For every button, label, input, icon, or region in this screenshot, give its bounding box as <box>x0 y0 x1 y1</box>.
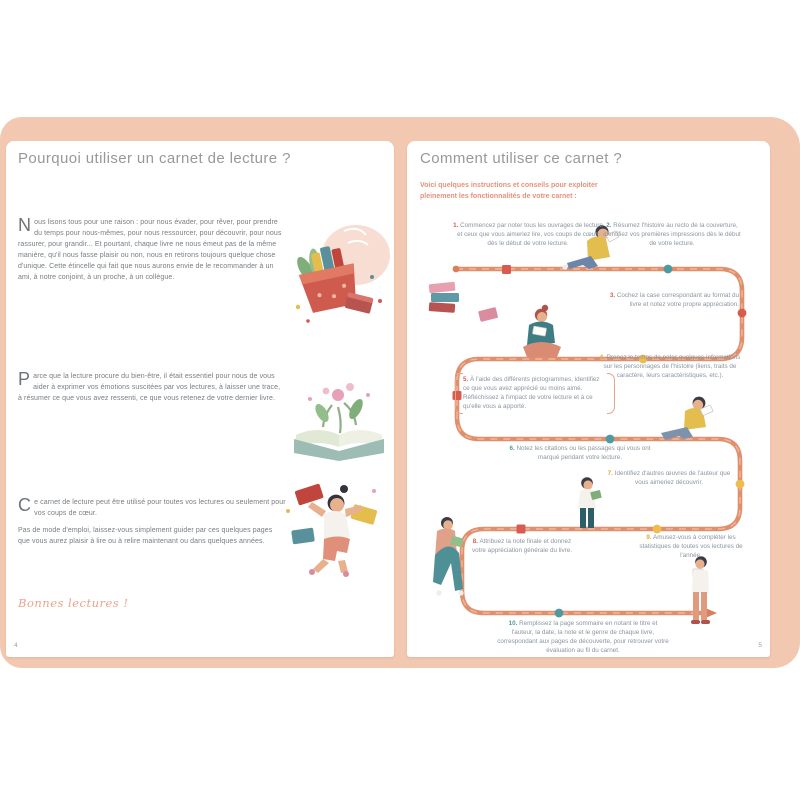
step-2-text: Résumez l'histoire au recto de la couverture, identifiez vos premières impressions dès le début de votre lecture. <box>603 222 741 248</box>
marker-step-8 <box>517 525 526 534</box>
paragraph-3-followup: Pas de mode d'emploi, laissez-vous simplement guider par ces quelques pages que vous aurez plaisir à lire ou à relire maintenant ou dans quelques années. <box>18 527 273 546</box>
reading-basket-illustration <box>284 217 394 332</box>
right-page-number: 5 <box>758 642 762 649</box>
path-start-dot <box>453 266 460 273</box>
right-page-subtitle: Voici quelques instructions et conseils pour exploiter pleinement les fonctionnalités de votre carnet : <box>420 182 598 200</box>
step-4-number: 4. <box>599 354 605 361</box>
left-page-title: Pourquoi utiliser un carnet de lecture ? <box>18 150 291 167</box>
left-paragraph-1 <box>18 217 282 283</box>
step-1 <box>452 221 604 248</box>
step-7 <box>603 469 735 487</box>
step-6-text: Notez les citations ou les passages qui vous ont marqué pendant votre lecture. <box>516 445 651 462</box>
step-9-number: 9. <box>646 534 652 541</box>
step-2 <box>603 221 741 248</box>
step-8-text: Attribuez la note finale et donnez votre appréciation générale du livre. <box>471 538 573 555</box>
step-5-number: 5. <box>463 376 469 383</box>
paragraph-2-text: arce que la lecture procure du bien-être, il était essentiel pour nous de vous aider à exprimer vos émotions suscitées par vos lectures, à laisser une trace, à résumer ce que vous avez ressenti, ce que vous retenez de votre dernier livre. <box>18 373 281 403</box>
step-6 <box>499 444 661 462</box>
step-4 <box>597 353 743 380</box>
step-1-number: 1. <box>453 222 459 229</box>
marker-step-3 <box>738 309 747 318</box>
person-standing-reading-icon <box>578 477 602 528</box>
paragraph-3-text: e carnet de lecture peut être utilisé pour toutes vos lectures ou seulement pour vos coups de cœur. <box>34 499 286 518</box>
marker-step-7 <box>736 480 745 489</box>
dropcap-2: P <box>18 369 31 389</box>
person-sitting-knees-up-icon <box>433 517 464 596</box>
step-10-number: 10. <box>508 620 518 627</box>
book-with-plants-illustration <box>286 373 392 467</box>
step-5-text: À l'aide des différents pictogrammes, identifiez ce que vous avez apprécié ou moins aimé. Réfléchissez à l'impact de votre lecture et à ce qu'elle vous a apporté. <box>463 376 600 411</box>
step-8-number: 8. <box>472 538 479 545</box>
right-page-title: Comment utiliser ce carnet ? <box>420 150 623 167</box>
marker-step-10 <box>555 609 564 618</box>
step-7-text: Identifiez d'autres œuvres de l'auteur que vous aimeriez découvrir. <box>614 470 731 487</box>
left-paragraph-3 <box>18 497 286 547</box>
marker-step-1 <box>502 265 511 274</box>
signoff-script-text: Bonnes lectures ! <box>18 596 129 610</box>
step-10-text: Remplissez la page sommaire en notant le titre et l'auteur, la date, la note et le genre de chaque livre, correspondant aux pages de découverte, pour retrouver votre évaluation au fil du carnet. <box>497 620 669 655</box>
stacked-books-icon <box>429 282 499 322</box>
step-5 <box>455 373 615 414</box>
step-3-number: 3. <box>609 292 616 299</box>
dropcap-3: C <box>18 495 32 515</box>
left-page-number: 4 <box>14 642 18 649</box>
step-3 <box>599 291 739 309</box>
person-cross-legged-icon <box>523 305 561 357</box>
step-3-text: Cochez la case correspondant au format du livre et notez votre propre appréciation. <box>616 292 739 309</box>
step-4-text: Prenez le temps de noter quelques informations sur les personnages de l'histoire (liens, traits de caractère, leurs caractéristiques, etc.). <box>603 354 741 380</box>
left-paragraph-2 <box>18 371 282 404</box>
person-lounging-icon <box>661 397 713 440</box>
marker-step-6 <box>606 435 615 444</box>
step-9-text: Amusez-vous à compléter les statistiques de toutes vos lectures de l'année. <box>639 534 743 560</box>
step-10 <box>497 619 669 656</box>
step-9 <box>635 533 747 560</box>
dropcap-1: N <box>18 215 32 235</box>
right-page <box>407 141 770 657</box>
marker-step-2 <box>664 265 673 274</box>
paragraph-1-text: ous lisons tous pour une raison : pour nous évader, pour rêver, pour prendre du temps pour nous-mêmes, pour nous ressourcer, pour découvrir, pour nous rassurer, pour grandir... Et pourtant, chaque livre ne nous émeut pas de la même manière, qu'il nous fasse plaisir ou non, nous en retirons toujours quelque chose d'unique. Cette étincelle qui fait que nous aurons envie de le recommander à un ami, à notre conjoint, à un proche, à un collègue. <box>18 219 282 282</box>
step-8 <box>469 537 575 555</box>
left-page <box>6 141 394 657</box>
step-2-number: 2. <box>606 222 612 229</box>
person-jumping-with-books-illustration <box>278 477 396 579</box>
step-1-text: Commencez par noter tous les ouvrages de lecture et ceux que vous aimeriez lire, vos coups de cœur, dès le début de votre lecture. <box>457 222 603 248</box>
step-7-number: 7. <box>607 470 614 477</box>
step-6-number: 6. <box>509 445 515 452</box>
